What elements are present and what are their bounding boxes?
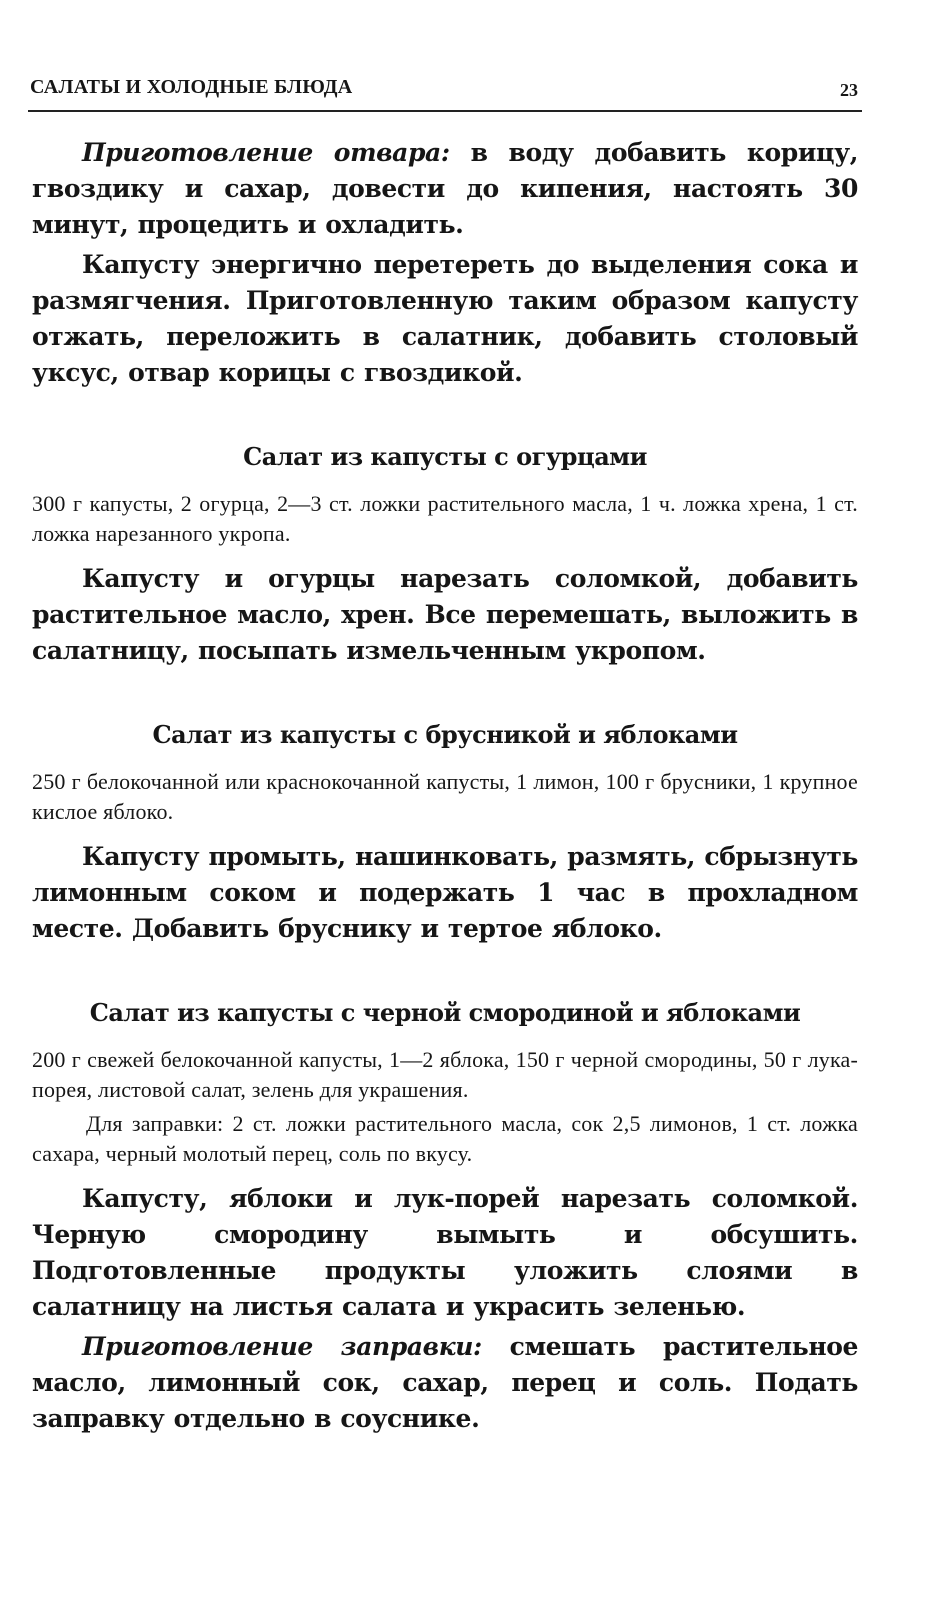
page-number: 23	[840, 80, 858, 100]
recipe-steps: Капусту и огурцы нарезать соломкой, добавить растительное масло, хрен. Все перемешать, выложить в салатницу, посыпать измельченным укропом.	[32, 564, 858, 665]
recipe-title: Салат из капусты с огурцами	[243, 442, 647, 471]
running-header	[30, 70, 860, 100]
dressing-ingredients: Для заправки: 2 ст. ложки растительного масла, сок 2,5 лимонов, 1 ст. ложка сахара, черный молотый перец, соль по вкусу.	[32, 1111, 858, 1166]
dressing-lead-italic: Приготовление заправки:	[82, 1332, 482, 1361]
recipe-title: Салат из капусты с брусникой и яблоками	[152, 720, 738, 749]
dressing-text: смешать растительное масло, лимонный сок, сахар, перец и соль. Подать заправку отдельно в соуснике.	[32, 1332, 858, 1433]
recipe-ingredients: 300 г капусты, 2 огурца, 2—3 ст. ложки растительного масла, 1 ч. ложка хрена, 1 ст. ложка нарезанного укропа.	[32, 491, 858, 546]
intro-paragraph-cabbage: Капусту энергично перетереть до выделения сока и размягчения. Приготовленную таким образом капусту отжать, переложить в салатник, добавить столовый уксус, отвар корицы с гвоздикой.	[32, 250, 858, 387]
recipe-steps: Капусту, яблоки и лук-порей нарезать соломкой. Черную смородину вымыть и обсушить. Подготовленные продукты уложить слоями в салатницу на листья салата и украсить зеленью.	[32, 1184, 858, 1321]
dressing-paragraph	[32, 1329, 858, 1437]
recipe-ingredients: 250 г белокочанной или краснокочанной капусты, 1 лимон, 100 г брусники, 1 крупное кислое яблоко.	[32, 769, 858, 824]
recipe-steps: Капусту промыть, нашинковать, размять, сбрызнуть лимонным соком и подержать 1 час в прохладном месте. Добавить бруснику и тертое яблоко.	[32, 842, 858, 943]
recipe-ingredients: 200 г свежей белокочанной капусты, 1—2 яблока, 150 г черной смородины, 50 г лука-порея, листовой салат, зелень для украшения.	[32, 1047, 858, 1102]
intro-paragraph-decoction	[32, 135, 858, 243]
header-divider	[28, 110, 862, 112]
intro-lead-italic: Приготовление отвара:	[82, 138, 450, 167]
page-content	[32, 135, 858, 1437]
running-header-title: САЛАТЫ И ХОЛОДНЫЕ БЛЮДА	[30, 76, 353, 98]
recipe-title: Салат из капусты с черной смородиной и яблоками	[89, 998, 801, 1027]
intro-text: в воду добавить корицу, гвоздику и сахар, довести до кипения, настоять 30 минут, процедить и охладить.	[32, 138, 859, 239]
